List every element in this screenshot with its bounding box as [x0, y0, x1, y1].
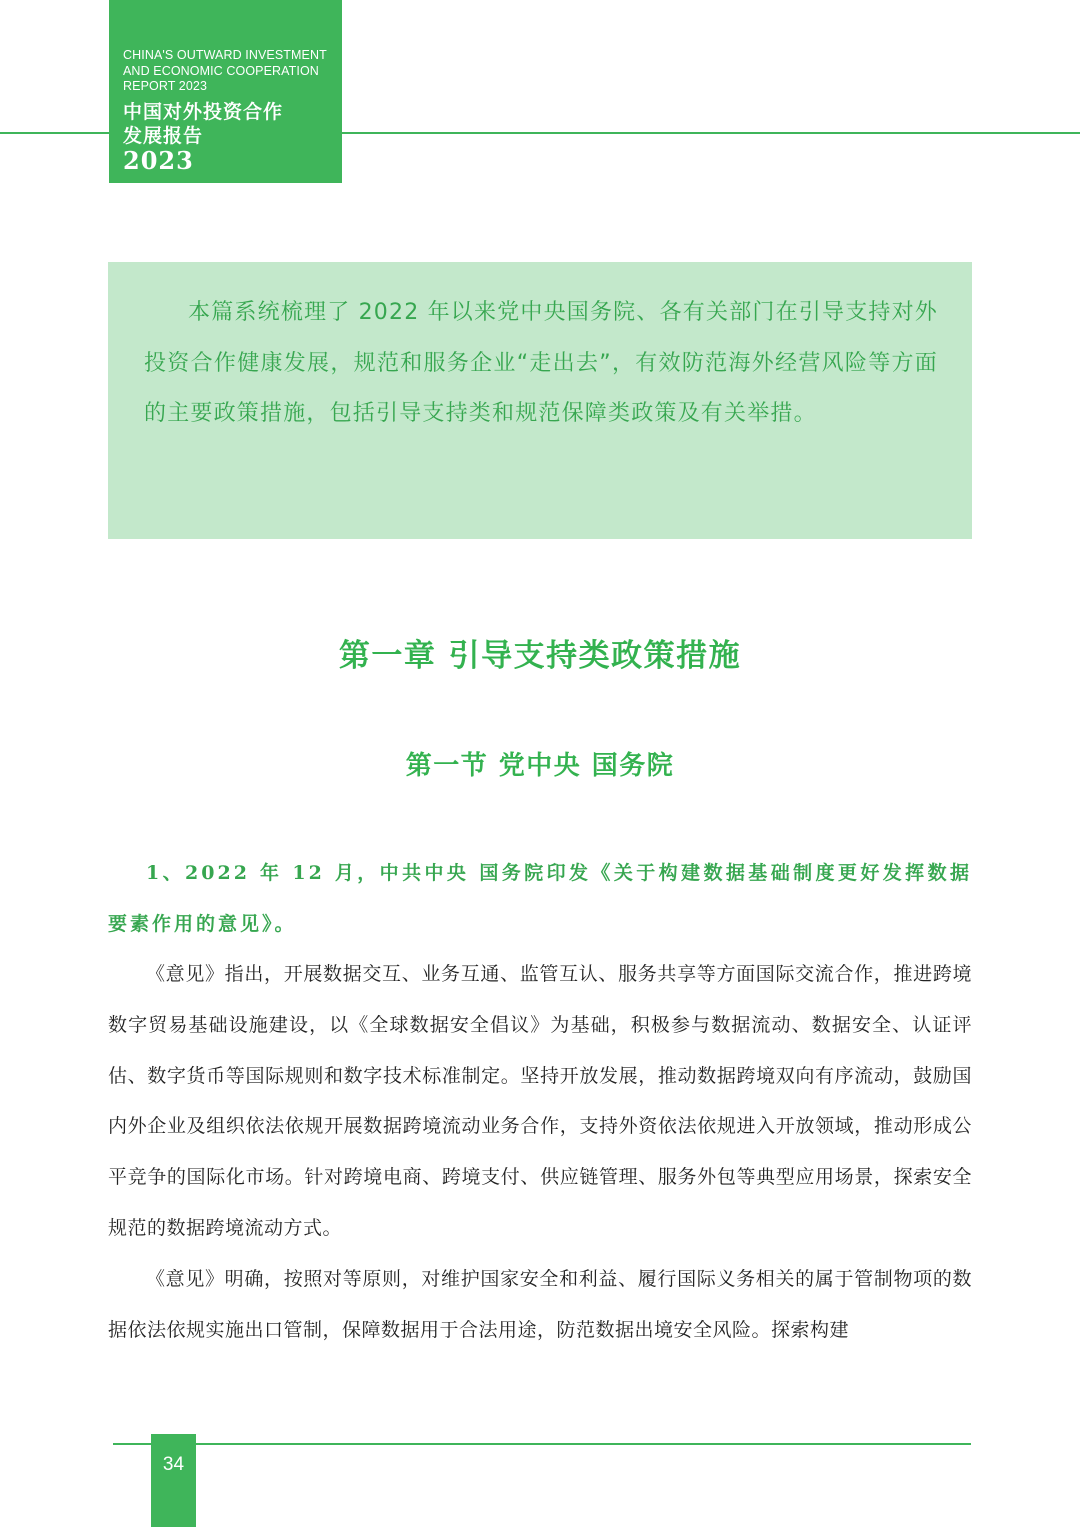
report-year: 2023 [123, 145, 194, 175]
report-header-block [109, 0, 342, 183]
report-title-english: CHINA'S OUTWARD INVESTMENT AND ECONOMIC COOPERATION REPORT 2023 [123, 48, 327, 93]
main-content [108, 848, 972, 1355]
intro-text: 本篇系统梳理了 2022 年以来党中央国务院、各有关部门在引导支持对外投资合作健康发展，规范和服务企业“走出去”，有效防范海外经营风险等方面的主要政策措施，包括引导支持类和规范保障类政策及有关举措。 [144, 300, 938, 426]
body-paragraph: 《意见》指出，开展数据交互、业务互通、监管互认、服务共享等方面国际交流合作，推进跨境数字贸易基础设施建设，以《全球数据安全倡议》为基础，积极参与数据流动、数据安全、认证评估、数字货币等国际规则和数字技术标准制定。坚持开放发展，推动数据跨境双向有序流动，鼓励国内外企业及组织依法依规开展数据跨境流动业务合作，支持外资依法依规进入开放领域，推动形成公平竞争的国际化市场。针对跨境电商、跨境支付、供应链管理、服务外包等典型应用场景，探索安全规范的数据跨境流动方式。 [108, 963, 972, 1239]
footer-rule [113, 1443, 971, 1445]
chapter-title: 第一章 引导支持类政策措施 [338, 638, 742, 674]
section-title: 第一节 党中央 国务院 [405, 751, 675, 781]
page-number: 34 [162, 1454, 185, 1475]
intro-box [108, 262, 972, 539]
item-heading: 1、2022 年 12 月，中共中央 国务院印发《关于构建数据基础制度更好发挥数据要素作用的意见》。 [108, 862, 972, 935]
page-number-box [151, 1434, 196, 1527]
body-paragraph: 《意见》明确，按照对等原则，对维护国家安全和利益、履行国际义务相关的属于管制物项的数据依法依规实施出口管制，保障数据用于合法用途，防范数据出境安全风险。探索构建 [108, 1267, 972, 1341]
report-title-chinese: 中国对外投资合作 发展报告 [123, 100, 284, 147]
